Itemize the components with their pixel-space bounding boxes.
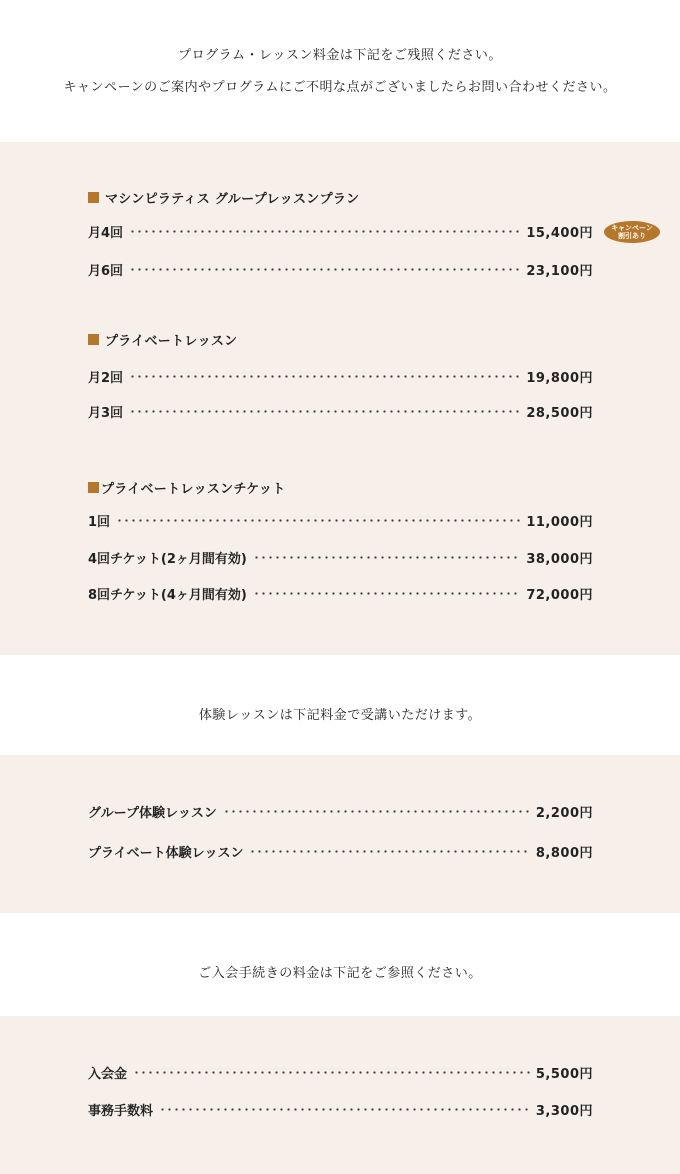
private-lesson-heading bbox=[88, 330, 237, 349]
square-bullet-icon bbox=[88, 192, 99, 203]
price-row-value: 8,800円 bbox=[535, 845, 593, 861]
price-row-value: 72,000円 bbox=[526, 587, 593, 603]
price-row-label: 月6回 bbox=[88, 263, 124, 279]
price-row-label: 1回 bbox=[88, 514, 111, 530]
dot-leader bbox=[249, 850, 529, 853]
price-row-value: 3,300円 bbox=[535, 1103, 593, 1119]
trial-panel bbox=[0, 755, 680, 913]
dot-leader bbox=[253, 556, 521, 559]
plans-panel bbox=[0, 142, 680, 655]
admission-panel bbox=[0, 1016, 680, 1174]
dot-leader bbox=[223, 810, 530, 813]
dot-leader bbox=[159, 1108, 530, 1111]
intro-block bbox=[0, 0, 680, 142]
price-row bbox=[88, 842, 593, 860]
campaign-badge bbox=[604, 221, 660, 243]
machine-plan-heading bbox=[88, 188, 359, 207]
dot-leader bbox=[129, 230, 520, 233]
price-row-label: 月3回 bbox=[88, 405, 124, 421]
price-row bbox=[88, 222, 593, 240]
price-row bbox=[88, 802, 593, 820]
price-row-label: 4回チケット(2ヶ月間有効) bbox=[88, 551, 247, 567]
dot-leader bbox=[129, 375, 520, 378]
price-row-label: 入会金 bbox=[88, 1066, 128, 1082]
trial-intro: 体験レッスンは下記料金で受講いただけます。 bbox=[198, 708, 482, 723]
price-row bbox=[88, 367, 593, 385]
price-row bbox=[88, 511, 593, 529]
price-row-label: プライベート体験レッスン bbox=[88, 845, 244, 861]
square-bullet-icon bbox=[88, 334, 99, 345]
price-row-value: 2,200円 bbox=[535, 805, 593, 821]
ticket-title: プライベートレッスンチケット bbox=[101, 482, 286, 497]
dot-leader bbox=[253, 592, 521, 595]
square-bullet-icon bbox=[88, 482, 99, 493]
private-lesson-title: プライベートレッスン bbox=[105, 334, 238, 349]
price-row-value: 23,100円 bbox=[526, 263, 593, 279]
price-row-label: 月4回 bbox=[88, 225, 124, 241]
price-row-label: 事務手数料 bbox=[88, 1103, 154, 1119]
campaign-badge-line-1: キャンペーン bbox=[611, 224, 653, 232]
price-row-label: 8回チケット(4ヶ月間有効) bbox=[88, 587, 247, 603]
intro-line-1: プログラム・レッスン料金は下記をご残照ください。 bbox=[178, 48, 502, 63]
machine-plan-title: マシンピラティス グループレッスンプラン bbox=[105, 192, 360, 207]
price-row-label: 月2回 bbox=[88, 370, 124, 386]
campaign-badge-line-2: 割引あり bbox=[618, 232, 646, 240]
price-row-value: 28,500円 bbox=[526, 405, 593, 421]
price-row bbox=[88, 1063, 593, 1081]
price-row-value: 11,000円 bbox=[526, 514, 593, 530]
dot-leader bbox=[129, 410, 520, 413]
dot-leader bbox=[133, 1071, 530, 1074]
price-row bbox=[88, 1100, 593, 1118]
price-row-value: 19,800円 bbox=[526, 370, 593, 386]
price-row-value: 15,400円 bbox=[526, 225, 593, 241]
ticket-heading bbox=[88, 478, 286, 497]
price-row-label: グループ体験レッスン bbox=[88, 805, 217, 821]
price-row bbox=[88, 584, 593, 602]
intro-line-2: キャンペーンのご案内やプログラムにご不明な点がございましたらお問い合わせください。 bbox=[63, 80, 617, 95]
price-row-value: 5,500円 bbox=[535, 1066, 593, 1082]
dot-leader bbox=[129, 268, 520, 271]
price-row bbox=[88, 402, 593, 420]
admission-intro: ご入会手続きの料金は下記をご参照ください。 bbox=[198, 966, 482, 981]
price-row-value: 38,000円 bbox=[526, 551, 593, 567]
dot-leader bbox=[116, 519, 520, 522]
price-row bbox=[88, 260, 593, 278]
price-row bbox=[88, 548, 593, 566]
